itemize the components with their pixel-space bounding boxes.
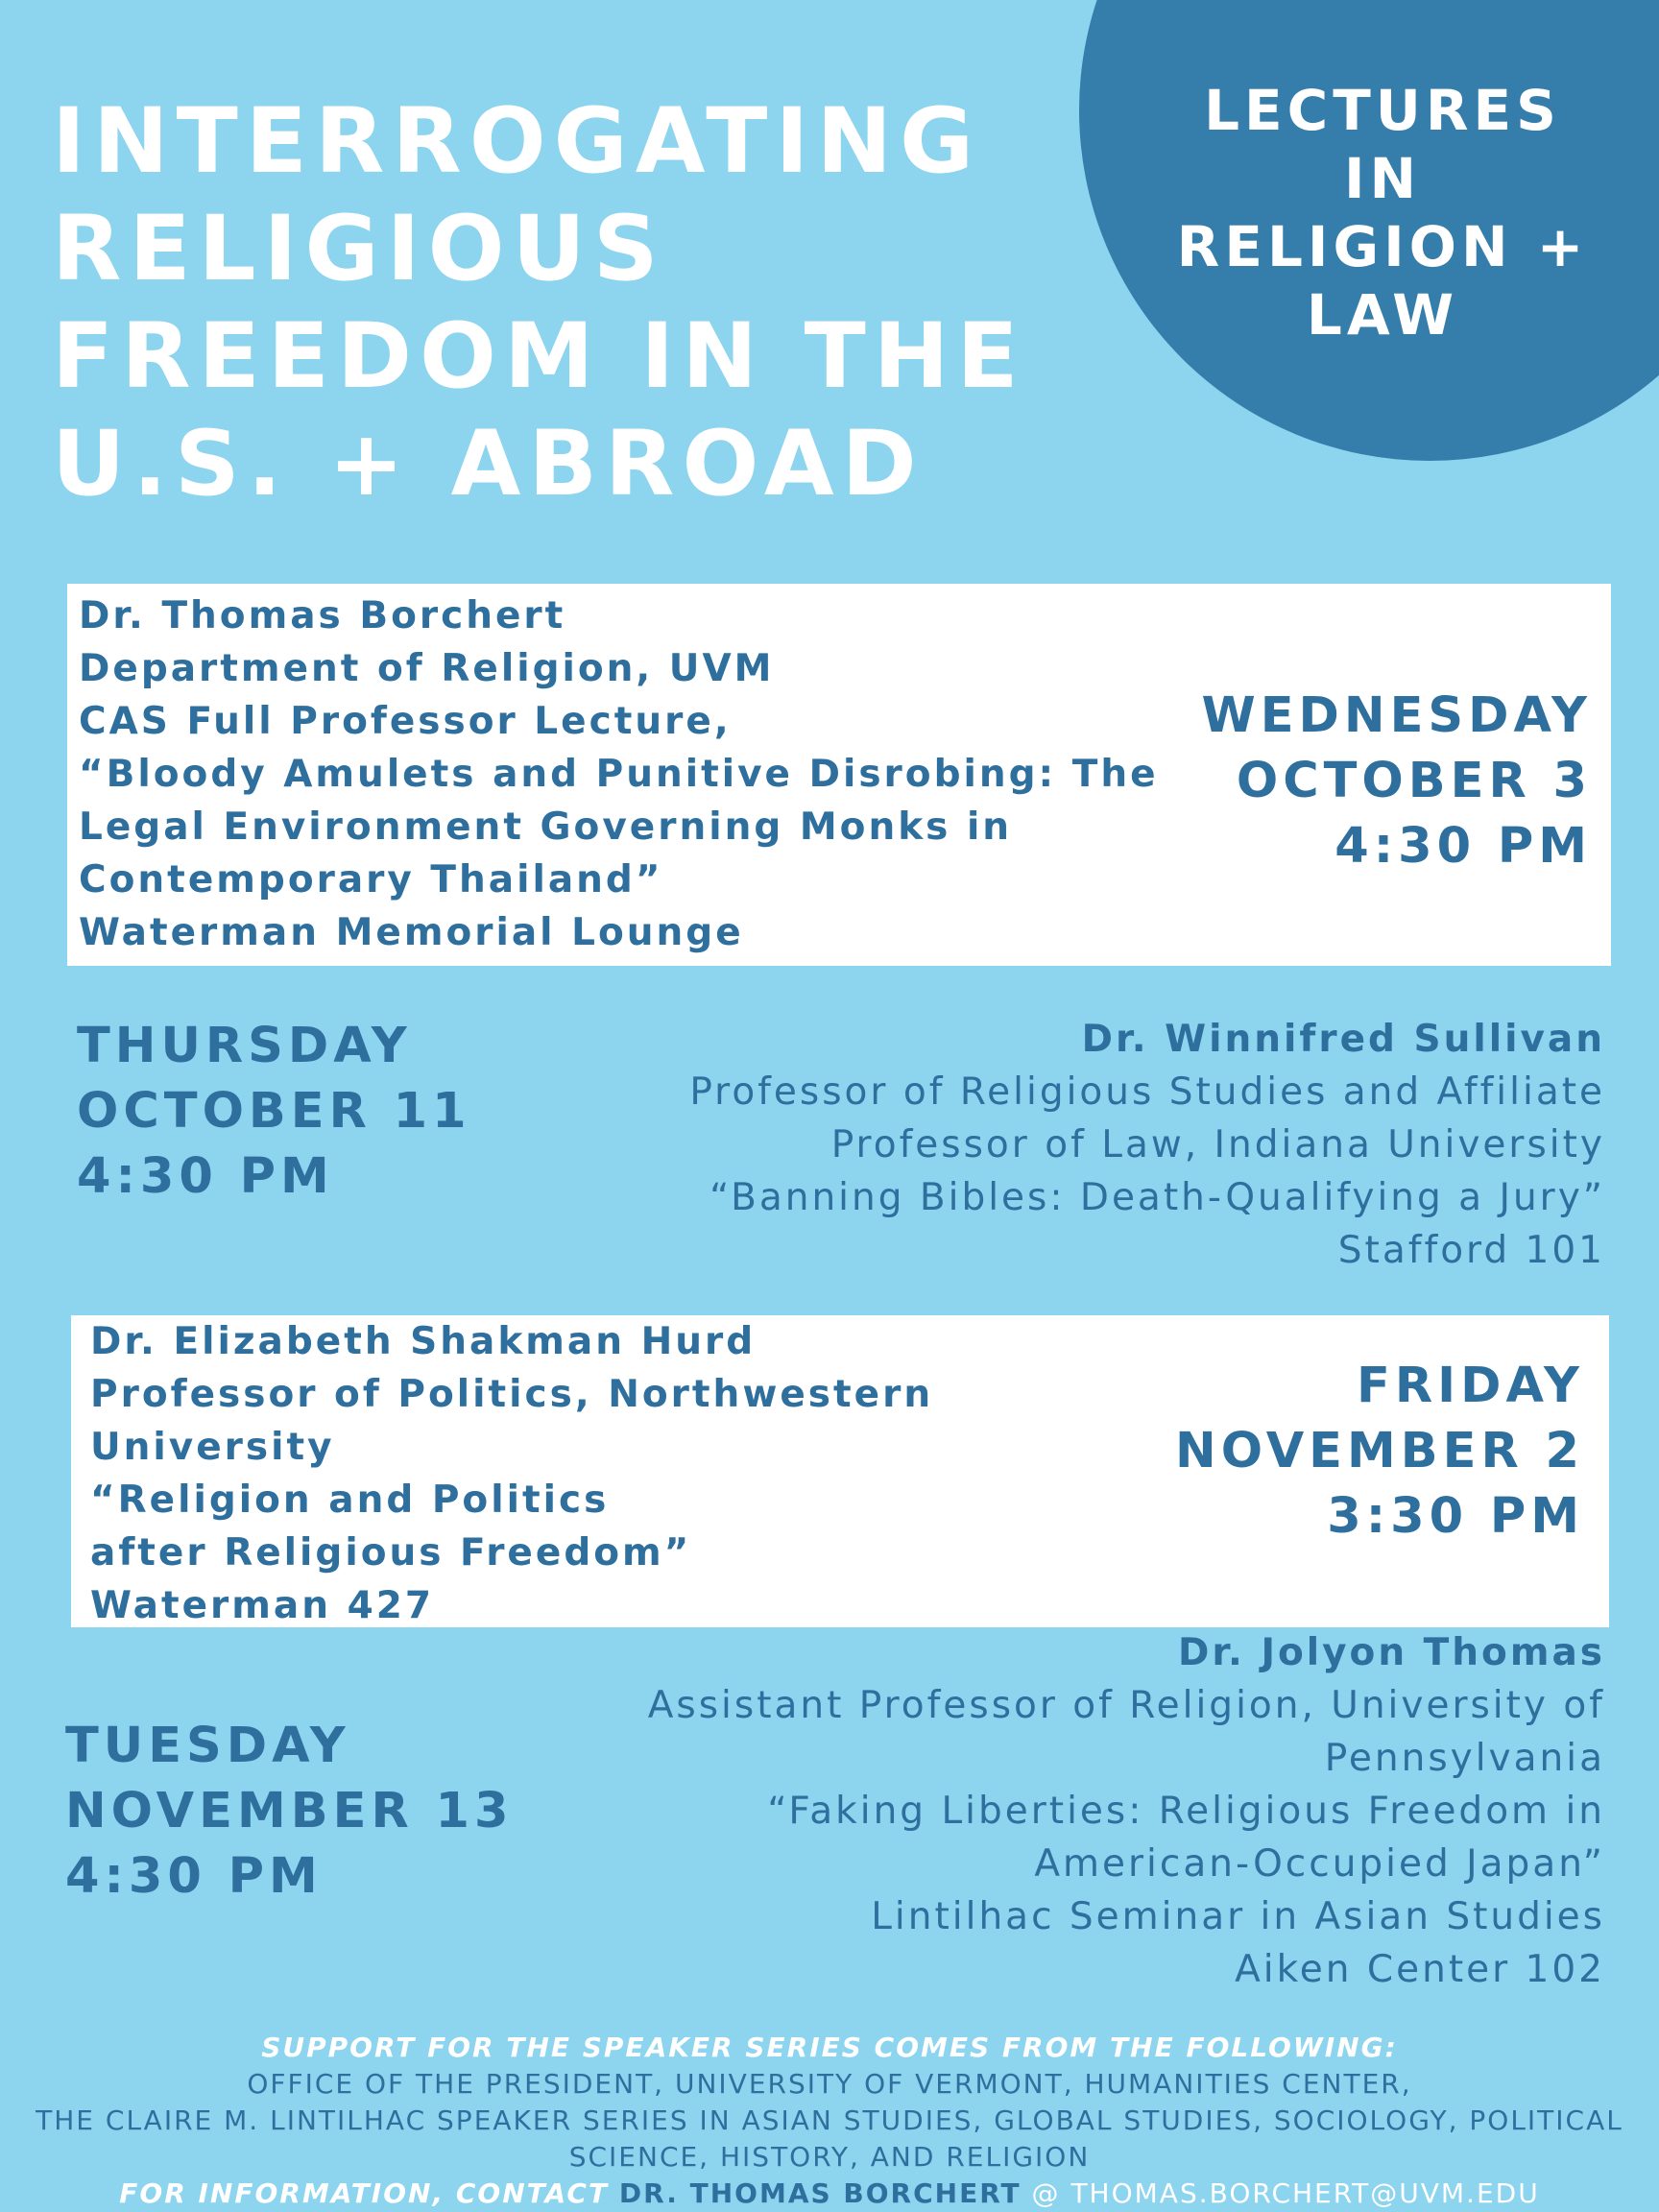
lecture-day: THURSDAY [77, 1018, 412, 1074]
lecture-1-details [79, 589, 1159, 959]
lecture-3-date [1175, 1354, 1584, 1550]
lecture-affiliation: Professor of Politics, Northwestern [90, 1373, 934, 1416]
lecture-day: FRIDAY [1357, 1358, 1584, 1414]
contact-label: FOR INFORMATION, CONTACT [119, 2177, 610, 2209]
lecture-1-date [1201, 684, 1592, 879]
lecture-4-details [648, 1626, 1605, 1996]
support-header: SUPPORT FOR THE SPEAKER SERIES COMES FROM THE FOLLOWING: [261, 2032, 1398, 2063]
lecture-title: “Religion and Politics [90, 1479, 610, 1522]
support-line: THE CLAIRE M. LINTILHAC SPEAKER SERIES IN ASIAN STUDIES, GLOBAL STUDIES, SOCIOLOGY, POLITICAL [36, 2104, 1623, 2136]
lecture-speaker: Dr. Winnifred Sullivan [1081, 1018, 1605, 1061]
title-line: U.S. + ABROAD [52, 412, 925, 517]
lecture-title: Contemporary Thailand” [79, 858, 663, 902]
lecture-title: Legal Environment Governing Monks in [79, 805, 1013, 849]
lecture-day: TUESDAY [65, 1718, 350, 1774]
lecture-title: “Bloody Amulets and Punitive Disrobing: The [79, 753, 1159, 796]
lecture-title: “Faking Liberties: Religious Freedom in [767, 1790, 1605, 1833]
contact-line [0, 2176, 1659, 2212]
lecture-event: Lintilhac Seminar in Asian Studies [871, 1895, 1605, 1938]
lecture-affiliation: Professor of Religious Studies and Affiliate [689, 1070, 1605, 1114]
lecture-location: Stafford 101 [1337, 1229, 1605, 1272]
lecture-affiliation: Assistant Professor of Religion, University of [647, 1684, 1605, 1727]
lecture-title: “Banning Bibles: Death-Qualifying a Jury” [709, 1176, 1605, 1219]
contact-name: DR. THOMAS BORCHERT [618, 2177, 1022, 2209]
lecture-affiliation: Pennsylvania [1324, 1737, 1605, 1780]
title-line: RELIGIOUS [52, 197, 666, 301]
lecture-day-date: OCTOBER 3 [1236, 753, 1592, 809]
lecture-4-date [65, 1714, 513, 1910]
lecture-speaker: Dr. Elizabeth Shakman Hurd [90, 1320, 757, 1363]
lecture-event: CAS Full Professor Lecture, [79, 700, 732, 743]
lecture-affiliation: Department of Religion, UVM [79, 647, 775, 690]
series-badge-line: RELIGION + [1176, 214, 1589, 279]
page-title [52, 88, 1026, 518]
lecture-time: 4:30 PM [77, 1148, 334, 1205]
series-badge-line: LAW [1306, 282, 1459, 348]
lecture-speaker: Dr. Thomas Borchert [79, 594, 566, 637]
lecture-affiliation: University [90, 1426, 335, 1469]
lecture-time: 4:30 PM [65, 1848, 323, 1905]
lecture-title: American-Occupied Japan” [1034, 1842, 1605, 1886]
lecture-location: Waterman Memorial Lounge [79, 911, 744, 954]
support-line: OFFICE OF THE PRESIDENT, UNIVERSITY OF VERMONT, HUMANITIES CENTER, [247, 2068, 1412, 2100]
lecture-day-date: OCTOBER 11 [77, 1083, 471, 1140]
lecture-3-details [90, 1315, 933, 1632]
lecture-location: Waterman 427 [90, 1584, 434, 1627]
support-line: SCIENCE, HISTORY, AND RELIGION [568, 2141, 1091, 2173]
lecture-day-date: NOVEMBER 13 [65, 1783, 514, 1839]
lecture-2-details [689, 1013, 1605, 1277]
lecture-speaker: Dr. Jolyon Thomas [1178, 1631, 1605, 1674]
contact-at: @ [1021, 2177, 1071, 2209]
series-badge [1114, 77, 1651, 349]
lecture-title: after Religious Freedom” [90, 1531, 692, 1575]
contact-email[interactable]: THOMAS.BORCHERT@UVM.EDU [1070, 2177, 1540, 2209]
lecture-time: 4:30 PM [1334, 818, 1592, 875]
title-line: INTERROGATING [52, 89, 982, 194]
footer [0, 2030, 1659, 2212]
lecture-location: Aiken Center 102 [1235, 1948, 1605, 1991]
title-line: FREEDOM IN THE [52, 304, 1026, 409]
series-badge-line: IN [1343, 146, 1422, 211]
lecture-day: WEDNESDAY [1201, 687, 1592, 744]
lecture-affiliation: Professor of Law, Indiana University [830, 1123, 1605, 1166]
lecture-2-date [77, 1014, 471, 1210]
lecture-time: 3:30 PM [1327, 1488, 1584, 1545]
lecture-day-date: NOVEMBER 2 [1175, 1423, 1584, 1479]
series-badge-line: LECTURES [1204, 78, 1561, 143]
